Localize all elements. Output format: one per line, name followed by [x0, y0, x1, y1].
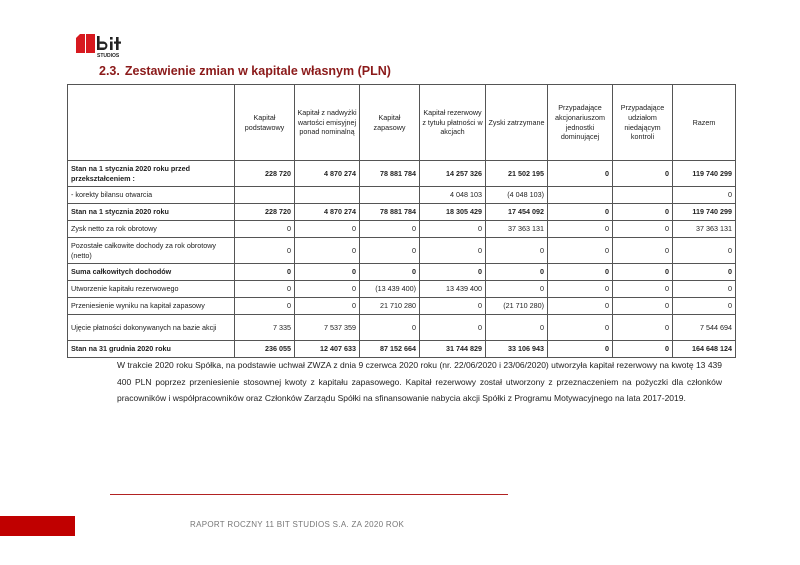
- header-cell: Kapitał zapasowy: [360, 85, 420, 161]
- header-cell: Kapitał rezerwowy z tytułu płatności w akcjach: [420, 85, 486, 161]
- header-cell: [68, 85, 235, 161]
- table-row: [68, 221, 736, 238]
- table-cell: 0: [548, 238, 613, 264]
- table-cell: 21 710 280: [360, 298, 420, 315]
- row-label: Stan na 31 grudnia 2020 roku: [68, 341, 235, 358]
- table-row: [68, 187, 736, 204]
- table-cell: [613, 187, 673, 204]
- header-cell: Przypadające akcjonariuszom jednostki dominującej: [548, 85, 613, 161]
- table-cell: 228 720: [235, 204, 295, 221]
- table-cell: 0: [295, 298, 360, 315]
- table-cell: 21 502 195: [486, 161, 548, 187]
- table-cell: 0: [613, 298, 673, 315]
- table-cell: 13 439 400: [420, 281, 486, 298]
- header-cell: Razem: [673, 85, 736, 161]
- table-cell: [548, 187, 613, 204]
- body-paragraph: W trakcie 2020 roku Spółka, na podstawie uchwał ZWZA z dnia 9 czerwca 2020 roku (nr. 22/06/2020 i 23/06/2020) utworzyła kapitał rezerwowy na kwotę 13 439 400 PLN poprzez przeniesienie stosownej kwoty z kapitału zapasowego. Kapitał rezerwowy został utworzony z przeznaczeniem na pożyczki dla członków pracowników i współpracowników oraz Członków Zarządu Spółki na sfinansowanie nabycia akcji Spółki z Programu Motywacyjnego na lata 2017-2019.: [117, 360, 722, 403]
- table-cell: (13 439 400): [360, 281, 420, 298]
- section-title: [99, 64, 391, 78]
- table-cell: (4 048 103): [486, 187, 548, 204]
- table-cell: 0: [235, 238, 295, 264]
- table-cell: 33 106 943: [486, 341, 548, 358]
- section-number: 2.3.: [99, 64, 120, 78]
- table-cell: 0: [613, 281, 673, 298]
- table-row: [68, 264, 736, 281]
- equity-changes-table: [67, 84, 736, 358]
- table-cell: 0: [360, 315, 420, 341]
- table-cell: 0: [673, 264, 736, 281]
- table-cell: 0: [486, 264, 548, 281]
- table-row: [68, 161, 736, 187]
- table-row: [68, 204, 736, 221]
- table-cell: 119 740 299: [673, 204, 736, 221]
- table-cell: 0: [295, 281, 360, 298]
- table-cell: 78 881 784: [360, 204, 420, 221]
- table-cell: 0: [613, 161, 673, 187]
- table-cell: 0: [548, 264, 613, 281]
- header-cell: Zyski zatrzymane: [486, 85, 548, 161]
- header-cell: Kapitał z nadwyżki wartości emisyjnej ponad nominalną: [295, 85, 360, 161]
- table-cell: 18 305 429: [420, 204, 486, 221]
- table-cell: 0: [613, 238, 673, 264]
- row-label: - korekty bilansu otwarcia: [68, 187, 235, 204]
- table-cell: 0: [235, 221, 295, 238]
- table-cell: 0: [360, 221, 420, 238]
- table-cell: 7 544 694: [673, 315, 736, 341]
- table-cell: 0: [360, 238, 420, 264]
- table-cell: 4 048 103: [420, 187, 486, 204]
- footer-text: RAPORT ROCZNY 11 BIT STUDIOS S.A. ZA 2020 ROK: [190, 520, 405, 529]
- row-label: Zysk netto za rok obrotowy: [68, 221, 235, 238]
- table-cell: 228 720: [235, 161, 295, 187]
- table-cell: 7 537 359: [295, 315, 360, 341]
- table-cell: 0: [486, 281, 548, 298]
- row-label: Przeniesienie wyniku na kapitał zapasowy: [68, 298, 235, 315]
- row-label: Stan na 1 stycznia 2020 roku przed przekształceniem :: [68, 161, 235, 187]
- table-cell: 37 363 131: [673, 221, 736, 238]
- table-cell: 0: [613, 204, 673, 221]
- table-cell: 0: [673, 298, 736, 315]
- footer-accent-block: [0, 516, 75, 536]
- table-row: [68, 341, 736, 358]
- table-cell: 0: [486, 315, 548, 341]
- svg-text:STUDIOS: STUDIOS: [97, 53, 120, 59]
- table-cell: 0: [548, 298, 613, 315]
- table-cell: 14 257 326: [420, 161, 486, 187]
- table-cell: 0: [613, 221, 673, 238]
- table-cell: (21 710 280): [486, 298, 548, 315]
- table-cell: 0: [548, 315, 613, 341]
- row-label: Stan na 1 stycznia 2020 roku: [68, 204, 235, 221]
- table-cell: 0: [235, 281, 295, 298]
- table-cell: 0: [420, 221, 486, 238]
- table-cell: 31 744 829: [420, 341, 486, 358]
- table-cell: 7 335: [235, 315, 295, 341]
- table-cell: [235, 187, 295, 204]
- table-cell: 164 648 124: [673, 341, 736, 358]
- footer-rule: [110, 494, 508, 495]
- table-cell: 0: [420, 264, 486, 281]
- table-cell: 0: [295, 221, 360, 238]
- table-cell: 0: [548, 204, 613, 221]
- table-cell: 0: [420, 315, 486, 341]
- table-row: [68, 238, 736, 264]
- row-label: Utworzenie kapitału rezerwowego: [68, 281, 235, 298]
- table-cell: 4 870 274: [295, 161, 360, 187]
- table-cell: 0: [673, 281, 736, 298]
- company-logo: [76, 33, 136, 63]
- table-cell: 119 740 299: [673, 161, 736, 187]
- row-label: Suma całkowitych dochodów: [68, 264, 235, 281]
- table-cell: 0: [420, 298, 486, 315]
- table-cell: 0: [420, 238, 486, 264]
- header-cell: Przypadające udziałom niedającym kontroli: [613, 85, 673, 161]
- table-cell: 0: [235, 264, 295, 281]
- table-row: [68, 315, 736, 341]
- table-cell: 0: [295, 264, 360, 281]
- table-cell: [295, 187, 360, 204]
- table-cell: 0: [613, 264, 673, 281]
- table-cell: 0: [548, 221, 613, 238]
- table-cell: 0: [613, 315, 673, 341]
- table-cell: 0: [613, 341, 673, 358]
- table-cell: 37 363 131: [486, 221, 548, 238]
- table-cell: 0: [548, 281, 613, 298]
- table-cell: 17 454 092: [486, 204, 548, 221]
- row-label: Ujęcie płatności dokonywanych na bazie akcji: [68, 315, 235, 341]
- table-cell: 12 407 633: [295, 341, 360, 358]
- table-cell: 0: [486, 238, 548, 264]
- table-cell: 0: [548, 341, 613, 358]
- table-cell: [360, 187, 420, 204]
- table-cell: 236 055: [235, 341, 295, 358]
- table-cell: 78 881 784: [360, 161, 420, 187]
- table-cell: 87 152 664: [360, 341, 420, 358]
- table-row: [68, 298, 736, 315]
- table-row: [68, 281, 736, 298]
- table-cell: 4 870 274: [295, 204, 360, 221]
- table-cell: 0: [360, 264, 420, 281]
- header-cell: Kapitał podstawowy: [235, 85, 295, 161]
- table-cell: 0: [548, 161, 613, 187]
- table-cell: 0: [673, 238, 736, 264]
- table-cell: 0: [295, 238, 360, 264]
- section-title-text: Zestawienie zmian w kapitale własnym (PLN): [124, 64, 391, 78]
- row-label: Pozostałe całkowite dochody za rok obrotowy (netto): [68, 238, 235, 264]
- table-header-row: [68, 85, 736, 161]
- table-cell: 0: [235, 298, 295, 315]
- table-cell: 0: [673, 187, 736, 204]
